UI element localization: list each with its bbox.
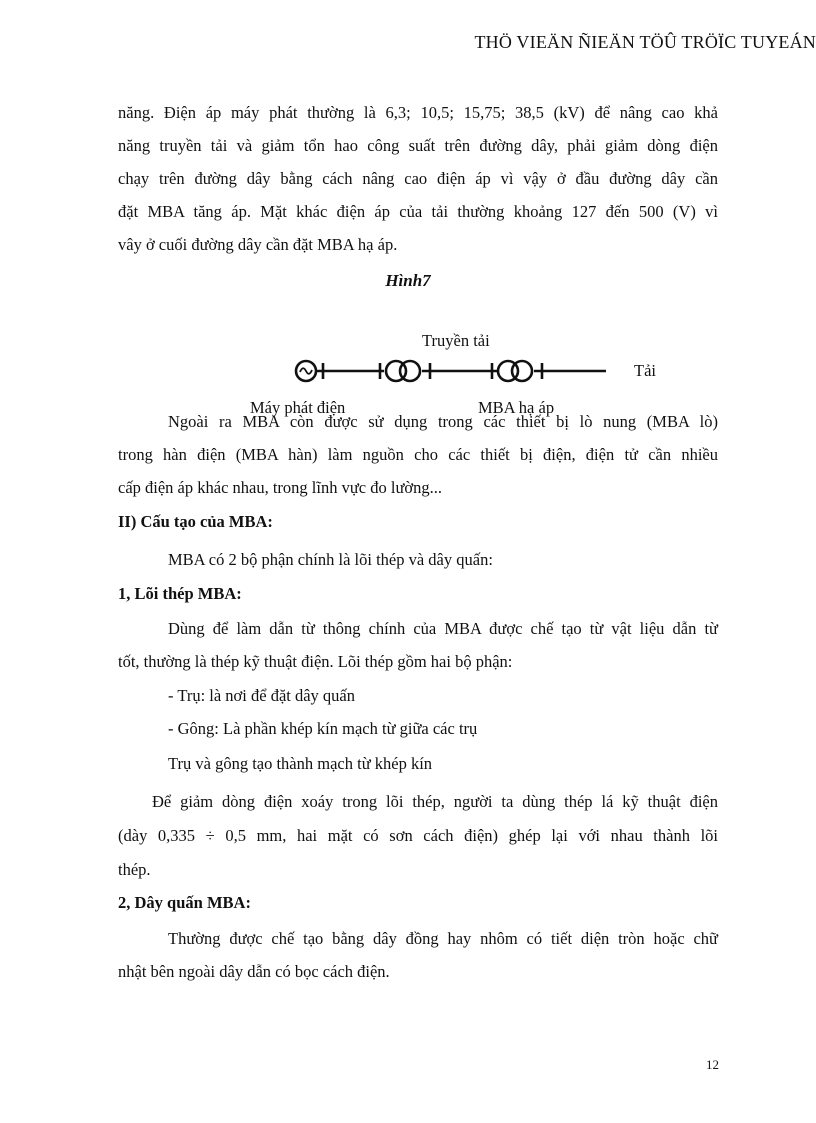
label-step-down: MBA hạ áp — [478, 398, 555, 417]
sub1-closing: Trụ và gông tạo thành mạch từ khép kín — [168, 754, 433, 773]
bullet-item-1: - Trụ: là nơi để đặt dây quấn — [168, 686, 355, 705]
sub2-line-2: nhật bên ngoài dây dẫn có bọc cách điện. — [118, 962, 390, 981]
eddy-line-3: thép. — [118, 860, 151, 879]
label-transmission: Truyền tải — [422, 331, 490, 350]
intro-line-1: năng. Điện áp máy phát thường là 6,3; 10,5; 15,75; 38,5 (kV) để nâng cao khả — [118, 103, 718, 122]
intro-line-2: năng truyền tải và giảm tổn hao công suất trên đường dây, phải giảm dòng điện — [118, 136, 718, 155]
eddy-line-2: (dày 0,335 ÷ 0,5 mm, hai mặt có sơn cách điện) ghép lại với nhau thành lõi — [118, 826, 718, 845]
intro-line-3: chạy trên đường dây bằng cách nâng cao điện áp vì vậy ở đầu đường dây cần — [118, 169, 718, 188]
step-up-transformer-coil-2-icon — [400, 361, 420, 381]
page-number: 12 — [706, 1057, 719, 1072]
sub1-line-1: Dùng để làm dẫn từ thông chính của MBA được chế tạo từ vật liệu dẫn từ — [168, 619, 718, 638]
section-2-heading: II) Cấu tạo của MBA: — [118, 512, 273, 531]
section-2-intro: MBA có 2 bộ phận chính là lõi thép và dây quấn: — [168, 550, 493, 569]
subsection-2-heading: 2, Dây quấn MBA: — [118, 893, 251, 912]
label-generator: Máy phát điện — [250, 398, 346, 417]
eddy-line-1: Để giảm dòng điện xoáy trong lõi thép, người ta dùng thép lá kỹ thuật điện — [152, 792, 718, 811]
intro-line-5: vây ở cuối đường dây cần đặt MBA hạ áp. — [118, 235, 398, 254]
sub1-line-2: tốt, thường là thép kỹ thuật điện. Lõi thép gồm hai bộ phận: — [118, 652, 513, 671]
figure-title: Hình7 — [385, 271, 431, 290]
bullet-item-2: - Gông: Là phần khép kín mạch từ giữa các trụ — [168, 719, 478, 738]
label-load: Tải — [634, 361, 656, 380]
sub2-line-1: Thường được chế tạo bằng dây đồng hay nhôm có tiết diện tròn hoặc chữ — [168, 929, 718, 948]
page-header: THÖ VIEÄN ÑIEÄN TÖÛ TRÖÏC TUYEÁN — [474, 32, 816, 52]
para2-line-3: cấp điện áp khác nhau, trong lĩnh vực đo lường... — [118, 478, 442, 497]
step-down-transformer-coil-2-icon — [512, 361, 532, 381]
para2-line-1: Ngoài ra MBA còn được sử dụng trong các thiết bị lò nung (MBA lò) — [168, 412, 718, 431]
subsection-1-heading: 1, Lõi thép MBA: — [118, 584, 242, 603]
para2-line-2: trong hàn điện (MBA hàn) làm nguồn cho các thiết bị điện, điện tử cần nhiều — [118, 445, 718, 464]
intro-line-4: đặt MBA tăng áp. Mặt khác điện áp của tải thường khoảng 127 đến 500 (V) vì — [118, 202, 718, 221]
generator-sine-icon — [300, 368, 312, 374]
